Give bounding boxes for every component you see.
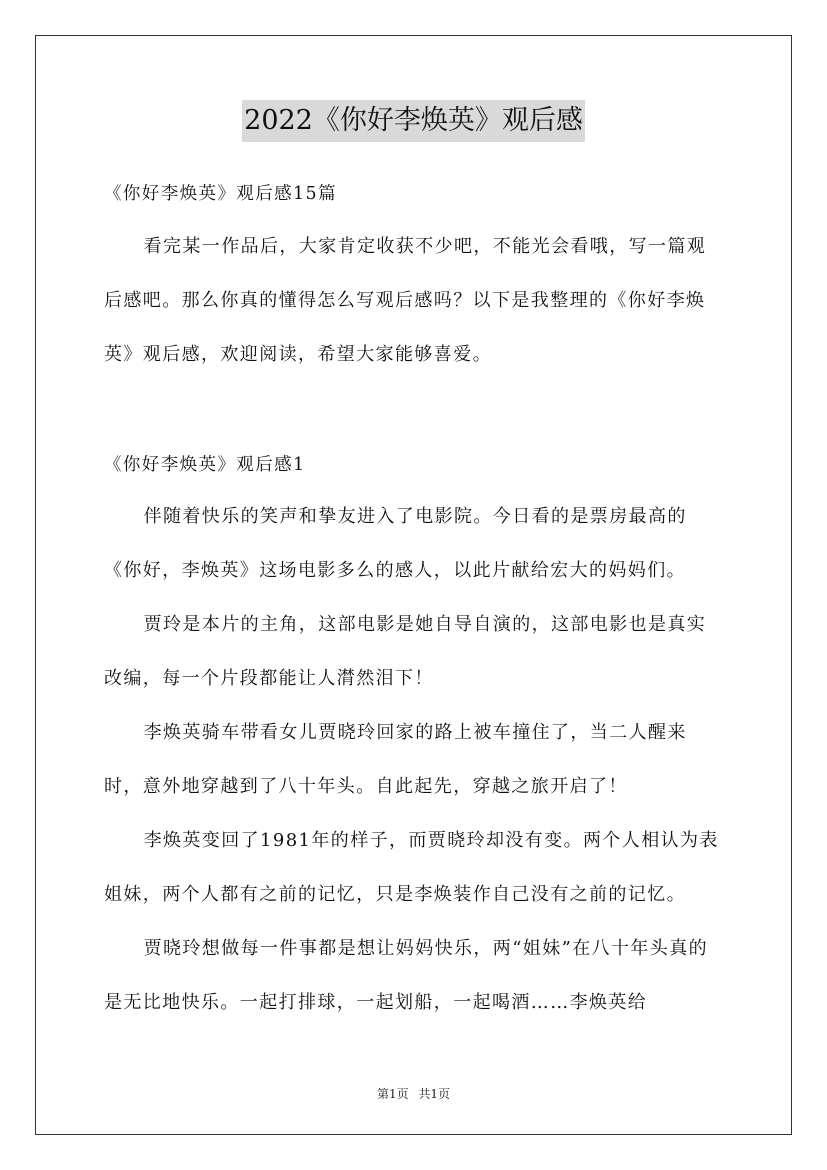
page-number-current: 第1页 bbox=[376, 1087, 409, 1101]
document-subtitle: 《你好李焕英》观后感15篇 bbox=[104, 184, 337, 204]
page-footer bbox=[0, 1085, 827, 1102]
body-paragraph: 李焕英变回了1981年的样子，而贾晓玲却没有变。两个人相认为表姐妹，两个人都有之前的记忆，只是李焕装作自己没有之前的记忆。 bbox=[104, 830, 719, 905]
document-title: 2022《你好李焕英》观后感 bbox=[242, 100, 585, 142]
section-heading-block bbox=[104, 451, 724, 479]
body-paragraph: 贾晓玲想做每一件事都是想让妈妈快乐，两“姐妹”在八十年头真的是无比地快乐。一起打排球，一起划船，一起喝酒……李焕英给 bbox=[104, 938, 708, 1013]
body-paragraph: 贾玲是本片的主角，这部电影是她自导自演的，这部电影也是真实改编，每一个片段都能让人潸然泪下！ bbox=[104, 614, 707, 689]
page-number-total: 共1页 bbox=[418, 1087, 451, 1101]
section-heading: 《你好李焕英》观后感1 bbox=[104, 455, 306, 475]
title-container bbox=[0, 100, 827, 142]
subtitle-block bbox=[104, 180, 724, 208]
body-paragraph: 伴随着快乐的笑声和挚友进入了电影院。今日看的是票房最高的《你好，李焕英》这场电影多么的感人，以此片献给宏大的妈妈们。 bbox=[104, 506, 687, 581]
body-block bbox=[104, 490, 724, 1030]
intro-paragraph: 看完某一作品后，大家肯定收获不少吧，不能光会看哦，写一篇观后感吧。那么你真的懂得怎么写观后感吗？以下是我整理的《你好李焕英》观后感，欢迎阅读，希望大家能够喜爱。 bbox=[104, 236, 707, 365]
body-paragraph: 李焕英骑车带看女儿贾晓玲回家的路上被车撞住了，当二人醒来时，意外地穿越到了八十年头。自此起先，穿越之旅开启了！ bbox=[104, 722, 687, 797]
intro-block bbox=[104, 220, 724, 382]
